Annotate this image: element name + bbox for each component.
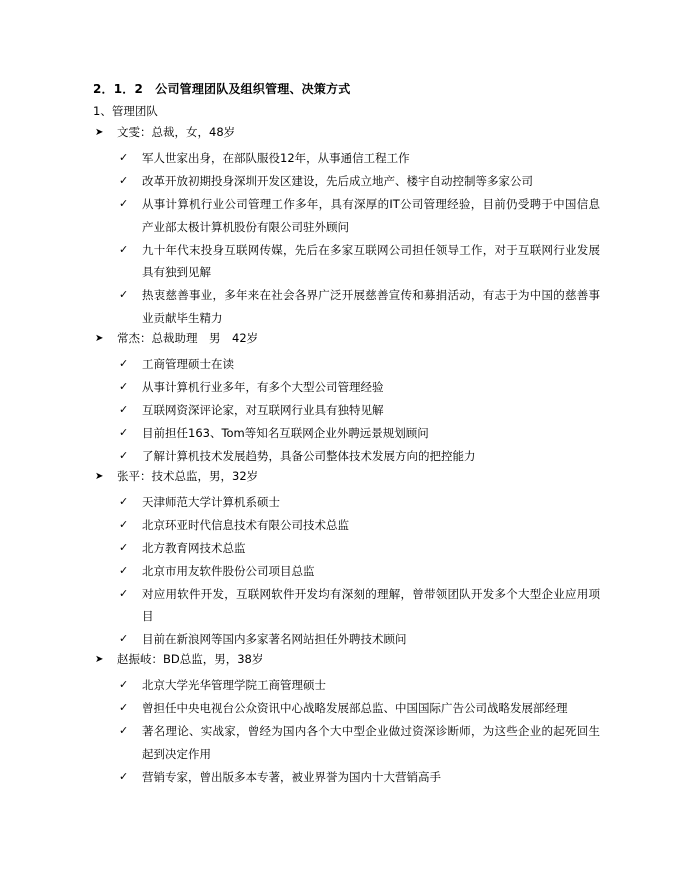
list-item: ✓ 北方教育网技术总监 [0, 537, 680, 560]
list-item: ✓ 北京市用友软件股份公司项目总监 [0, 560, 680, 583]
list-item: ✓ 热衷慈善事业，多年来在社会各界广泛开展慈善宣传和募捐活动，有志于为中国的慈善事业贡献毕生精力 [0, 284, 680, 329]
list-item: ✓ 军人世家出身，在部队服役12年，从事通信工程工作 [0, 147, 680, 170]
list-item: ✓ 了解计算机技术发展趋势，具备公司整体技术发展方向的把控能力 [0, 445, 680, 468]
list-item: ✓ 改革开放初期投身深圳开发区建设，先后成立地产、楼宇自动控制等多家公司 [0, 170, 680, 193]
list-item: ✓ 工商管理硕士在读 [0, 353, 680, 376]
team-member-title: 文雯：总裁，女，48岁 [117, 125, 236, 139]
team-member [0, 468, 680, 651]
list-item: ✓ 北京环亚时代信息技术有限公司技术总监 [0, 514, 680, 537]
arrowhead-bullet-icon: ➤ [95, 654, 104, 665]
checkmark-bullet-icon: ✓ [119, 724, 129, 737]
checkmark-bullet-icon: ✓ [119, 494, 129, 508]
checkmark-bullet-icon: ✓ [119, 379, 129, 393]
team-member-title: 常杰：总裁助理 男 42岁 [117, 330, 259, 345]
checkmark-bullet-icon: ✓ [119, 586, 129, 600]
checkmark-bullet-icon: ✓ [119, 632, 129, 645]
team-member [0, 124, 680, 329]
list-item: ✓ 互联网资深评论家，对互联网行业具有独特见解 [0, 399, 680, 422]
list-item: ✓ 九十年代末投身互联网传媒，先后在多家互联网公司担任领导工作，对于互联网行业发展具有独到见解 [0, 239, 680, 284]
list-item: ✓ 对应用软件开发，互联网软件开发均有深刻的理解，曾带领团队开发多个大型企业应用项目 [0, 583, 680, 628]
team-list [0, 124, 680, 789]
checkmark-bullet-icon: ✓ [119, 356, 129, 370]
team-member [0, 651, 680, 788]
list-item: ✓ 曾担任中央电视台公众资讯中心战略发展部总监、中国国际广告公司战略发展部经理 [0, 697, 680, 720]
checkmark-bullet-icon: ✓ [119, 701, 129, 714]
checkmark-bullet-icon: ✓ [119, 448, 129, 462]
team-member-title: 赵振岐：BD总监，男，38岁 [117, 652, 264, 666]
checkmark-bullet-icon: ✓ [119, 174, 129, 187]
list-item: ✓ 从事计算机行业多年，有多个大型公司管理经验 [0, 376, 680, 399]
list-item: ✓ 著名理论、实战家，曾经为国内各个大中型企业做过资深诊断师，为这些企业的起死回生起到决定作用 [0, 720, 680, 765]
team-member [0, 330, 680, 468]
team-member-header [0, 468, 680, 491]
checkmark-bullet-icon: ✓ [119, 678, 129, 691]
team-member-title: 张平：技术总监，男，32岁 [117, 468, 259, 483]
arrowhead-bullet-icon: ➤ [95, 470, 104, 482]
section-subheading: 1、管理团队 [93, 104, 158, 118]
section-heading: 2．1．2 公司管理团队及组织管理、决策方式 [93, 82, 351, 96]
list-item: ✓ 营销专家，曾出版多本专著，被业界誉为国内十大营销高手 [0, 766, 680, 789]
checkmark-bullet-icon: ✓ [119, 197, 129, 210]
list-item: ✓ 从事计算机行业公司管理工作多年，具有深厚的IT公司管理经验，目前仍受聘于中国信息产业部太极计算机股份有限公司驻外顾问 [0, 193, 680, 238]
checkmark-bullet-icon: ✓ [119, 769, 129, 783]
checkmark-bullet-icon: ✓ [119, 402, 129, 416]
team-member-header [0, 330, 680, 353]
list-item: ✓ 北京大学光华管理学院工商管理硕士 [0, 674, 680, 697]
checkmark-bullet-icon: ✓ [119, 563, 129, 577]
list-item: ✓ 天津师范大学计算机系硕士 [0, 491, 680, 514]
arrowhead-bullet-icon: ➤ [95, 332, 104, 344]
team-member-header [0, 124, 680, 147]
checkmark-bullet-icon: ✓ [119, 517, 129, 531]
checkmark-bullet-icon: ✓ [119, 288, 129, 301]
checkmark-bullet-icon: ✓ [119, 242, 129, 256]
checkmark-bullet-icon: ✓ [119, 540, 129, 554]
list-item: ✓ 目前担任163、Tom等知名互联网企业外聘远景规划顾问 [0, 422, 680, 445]
list-item: ✓ 目前在新浪网等国内多家著名网站担任外聘技术顾问 [0, 628, 680, 651]
checkmark-bullet-icon: ✓ [119, 151, 129, 164]
team-member-header [0, 651, 680, 674]
checkmark-bullet-icon: ✓ [119, 425, 129, 439]
arrowhead-bullet-icon: ➤ [95, 127, 104, 138]
